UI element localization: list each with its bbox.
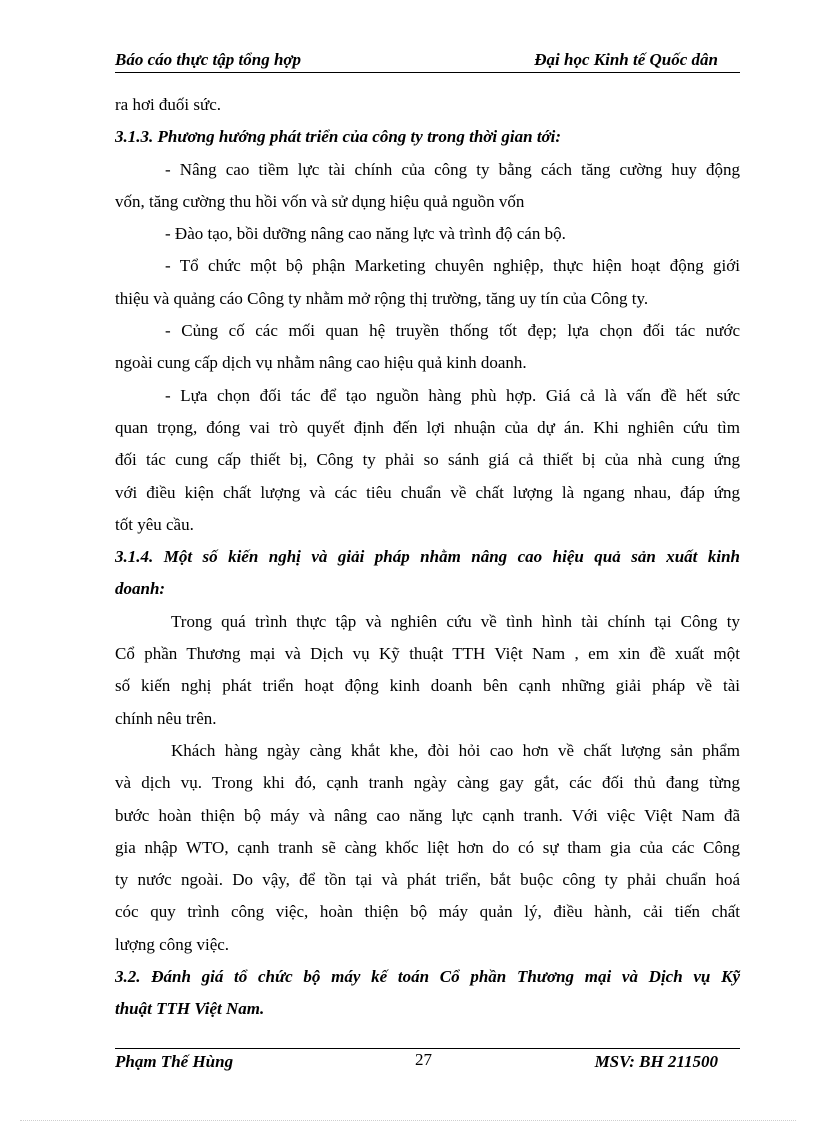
bullet-5-line: với điều kiện chất lượng và các tiêu chuẩn về chất lượng là ngang nhau, đáp ứng: [115, 482, 740, 502]
page-body: [115, 89, 740, 1026]
bullet-1-line: vốn, tăng cường thu hồi vốn và sử dụng hiệu quả nguồn vốn: [115, 191, 525, 211]
bullet-3-line: thiệu và quảng cáo Công ty nhằm mở rộng thị trường, tăng uy tín của Công ty.: [115, 288, 649, 308]
heading-3-1-3: 3.1.3. Phương hướng phát triển của công ty trong thời gian tới:: [115, 127, 562, 147]
paragraph-line: và dịch vụ. Trong khi đó, cạnh tranh ngày càng gay gắt, các đối thủ đang từng: [115, 773, 740, 793]
heading-3-1-4: 3.1.4. Một số kiến nghị và giải pháp nhằm nâng cao hiệu quả sản xuất kinh: [115, 547, 740, 567]
bullet-3-line: - Tổ chức một bộ phận Marketing chuyên nghiệp, thực hiện hoạt động giới: [165, 256, 740, 276]
page-header: [115, 50, 740, 72]
paragraph-line: Cổ phần Thương mại và Dịch vụ Kỹ thuật TTH Việt Nam , em xin đề xuất một: [115, 644, 740, 664]
header-university: Đại học Kinh tế Quốc dân: [534, 50, 718, 69]
paragraph-line: gia nhập WTO, cạnh tranh sẽ càng khốc liệt hơn do có sự tham gia của các Công: [115, 837, 740, 857]
footer-divider: [115, 1048, 740, 1049]
bullet-4-line: - Củng cố các mối quan hệ truyền thống tốt đẹp; lựa chọn đối tác nước: [165, 321, 740, 341]
bullet-5-line: - Lựa chọn đối tác để tạo nguồn hàng phù hợp. Giá cả là vấn đề hết sức: [165, 385, 740, 405]
page-footer: [115, 1052, 740, 1076]
heading-3-2: 3.2. Đánh giá tổ chức bộ máy kế toán Cổ phần Thương mại và Dịch vụ Kỹ: [115, 967, 740, 987]
bullet-5-line: đối tác cung cấp thiết bị, Công ty phải so sánh giá cả thiết bị của nhà cung ứng: [115, 450, 740, 470]
heading-3-2: thuật TTH Việt Nam.: [115, 999, 265, 1019]
bullet-4-line: ngoài cung cấp dịch vụ nhằm nâng cao hiệu quả kinh doanh.: [115, 353, 527, 373]
heading-3-1-4: doanh:: [115, 579, 166, 599]
bullet-5-line: tốt yêu cầu.: [115, 514, 194, 534]
paragraph-line: Trong quá trình thực tập và nghiên cứu về tình hình tài chính tại Công ty: [171, 611, 740, 631]
footer-author: Phạm Thế Hùng: [115, 1052, 234, 1071]
paragraph-line: số kiến nghị phát triển hoạt động kinh doanh bên cạnh những giải pháp về tài: [115, 676, 740, 696]
paragraph-line: chính nêu trên.: [115, 708, 217, 728]
paragraph-continuation: ra hơi đuối sức.: [115, 95, 222, 114]
header-report-title: Báo cáo thực tập tổng hợp: [115, 50, 302, 69]
paragraph-line: ty nước ngoài. Do vậy, để tồn tại và phát triển, bắt buộc công ty phải chuẩn hoá: [115, 870, 740, 890]
paragraph-line: cóc quy trình công việc, hoàn thiện bộ máy quản lý, điều hành, cải tiến chất: [115, 902, 740, 922]
bullet-2-line: - Đào tạo, bồi dưỡng nâng cao năng lực và trình độ cán bộ.: [165, 224, 566, 244]
header-divider: [115, 72, 740, 73]
page-number: 27: [415, 1050, 432, 1069]
bullet-1-line: - Nâng cao tiềm lực tài chính của công ty bằng cách tăng cường huy động: [165, 159, 740, 179]
footer-student-id: MSV: BH 211500: [594, 1052, 718, 1071]
bullet-5-line: quan trọng, đóng vai trò quyết định đến lợi nhuận của dự án. Khi nghiên cứu tìm: [115, 417, 740, 437]
page-bottom-border: [20, 1120, 796, 1121]
paragraph-line: bước hoàn thiện bộ máy và nâng cao năng lực cạnh tranh. Với việc Việt Nam đã: [115, 805, 740, 825]
paragraph-line: lượng công việc.: [115, 934, 230, 954]
paragraph-line: Khách hàng ngày càng khắt khe, đòi hỏi cao hơn về chất lượng sản phẩm: [171, 740, 740, 760]
